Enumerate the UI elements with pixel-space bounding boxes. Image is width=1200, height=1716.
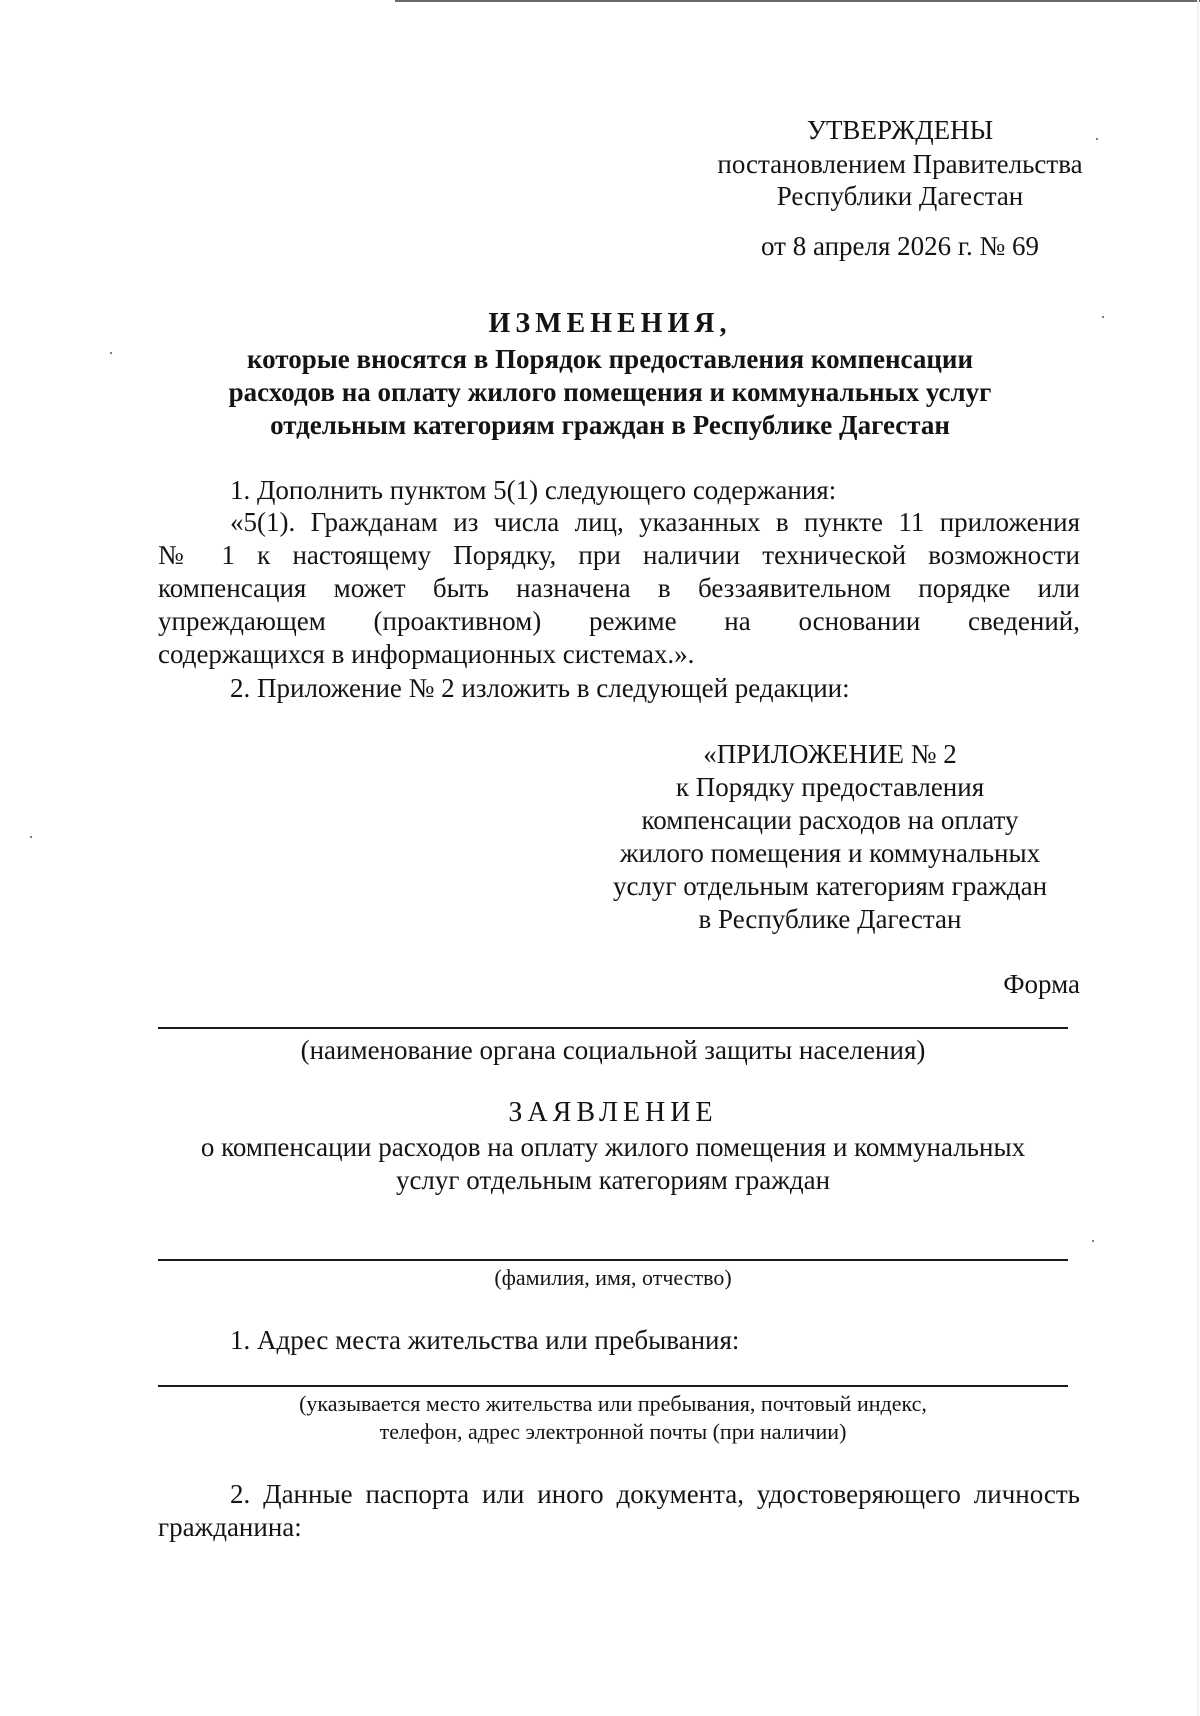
changes-subtitle-line2: расходов на оплату жилого помещения и коммунальных услуг	[228, 377, 992, 407]
paragraph-3: 2. Приложение № 2 изложить в следующей редакции:	[230, 673, 850, 703]
scan-speck	[1092, 1240, 1094, 1242]
item-2-line2: гражданина:	[158, 1512, 302, 1542]
approval-line-republic: Республики Дагестан	[776, 181, 1024, 211]
item-2-line1: 2. Данные паспорта или иного документа, удостоверяющего личность	[230, 1479, 1080, 1509]
statement-subtitle-line2: услуг отдельным категориям граждан	[395, 1165, 831, 1195]
statement-subtitle-line1: о компенсации расходов на оплату жилого помещения и коммунальных	[200, 1132, 1026, 1162]
address-caption-line1: (указывается место жительства или пребывания, почтовый индекс,	[299, 1391, 927, 1416]
changes-title: ИЗМЕНЕНИЯ,	[488, 308, 732, 339]
paragraph-2-line1: «5(1). Гражданам из числа лиц, указанных в пункте 11 приложения	[230, 507, 1080, 537]
authority-blank-line	[158, 1027, 1068, 1029]
annex-line-3: компенсации расходов на оплату	[641, 805, 1019, 835]
scan-speck	[1102, 316, 1104, 318]
annex-line-6: в Республике Дагестан	[698, 904, 962, 934]
paragraph-1: 1. Дополнить пунктом 5(1) следующего содержания:	[230, 475, 837, 505]
form-label: Форма	[1003, 969, 1080, 999]
paragraph-2-line3: компенсация может быть назначена в беззаявительном порядке или	[158, 573, 1080, 603]
approval-title: УТВЕРЖДЕНЫ	[806, 115, 994, 145]
changes-subtitle-line3: отдельным категориям граждан в Республике Дагестан	[270, 410, 950, 440]
annex-line-4: жилого помещения и коммунальных	[619, 838, 1041, 868]
annex-title: «ПРИЛОЖЕНИЕ № 2	[703, 739, 957, 769]
paragraph-2-line4: упреждающем (проактивном) режиме на основании сведений,	[158, 606, 1080, 636]
paragraph-2-line5: содержащихся в информационных системах.».	[158, 639, 695, 669]
scan-speck	[30, 836, 32, 838]
address-blank-line	[158, 1385, 1068, 1387]
approval-date: от 8 апреля 2026 г. № 69	[761, 231, 1039, 261]
name-caption: (фамилия, имя, отчество)	[494, 1265, 732, 1290]
statement-title: ЗАЯВЛЕНИЕ	[508, 1097, 718, 1128]
name-blank-line	[158, 1259, 1068, 1261]
approval-line-government: постановлением Правительства	[717, 149, 1083, 179]
scan-speck	[1096, 138, 1098, 140]
changes-subtitle-line1: которые вносятся в Порядок предоставления компенсации	[246, 344, 974, 374]
authority-caption: (наименование органа социальной защиты населения)	[300, 1035, 926, 1065]
paragraph-2-line2: № 1 к настоящему Порядку, при наличии технической возможности	[158, 540, 1080, 570]
scan-right-edge	[1197, 0, 1199, 1716]
scan-top-edge	[395, 0, 1200, 2]
address-caption-line2: телефон, адрес электронной почты (при наличии)	[379, 1419, 847, 1444]
scan-speck	[110, 352, 112, 354]
item-1-address: 1. Адрес места жительства или пребывания:	[230, 1325, 740, 1355]
annex-line-2: к Порядку предоставления	[675, 772, 985, 802]
annex-line-5: услуг отдельным категориям граждан	[612, 871, 1048, 901]
